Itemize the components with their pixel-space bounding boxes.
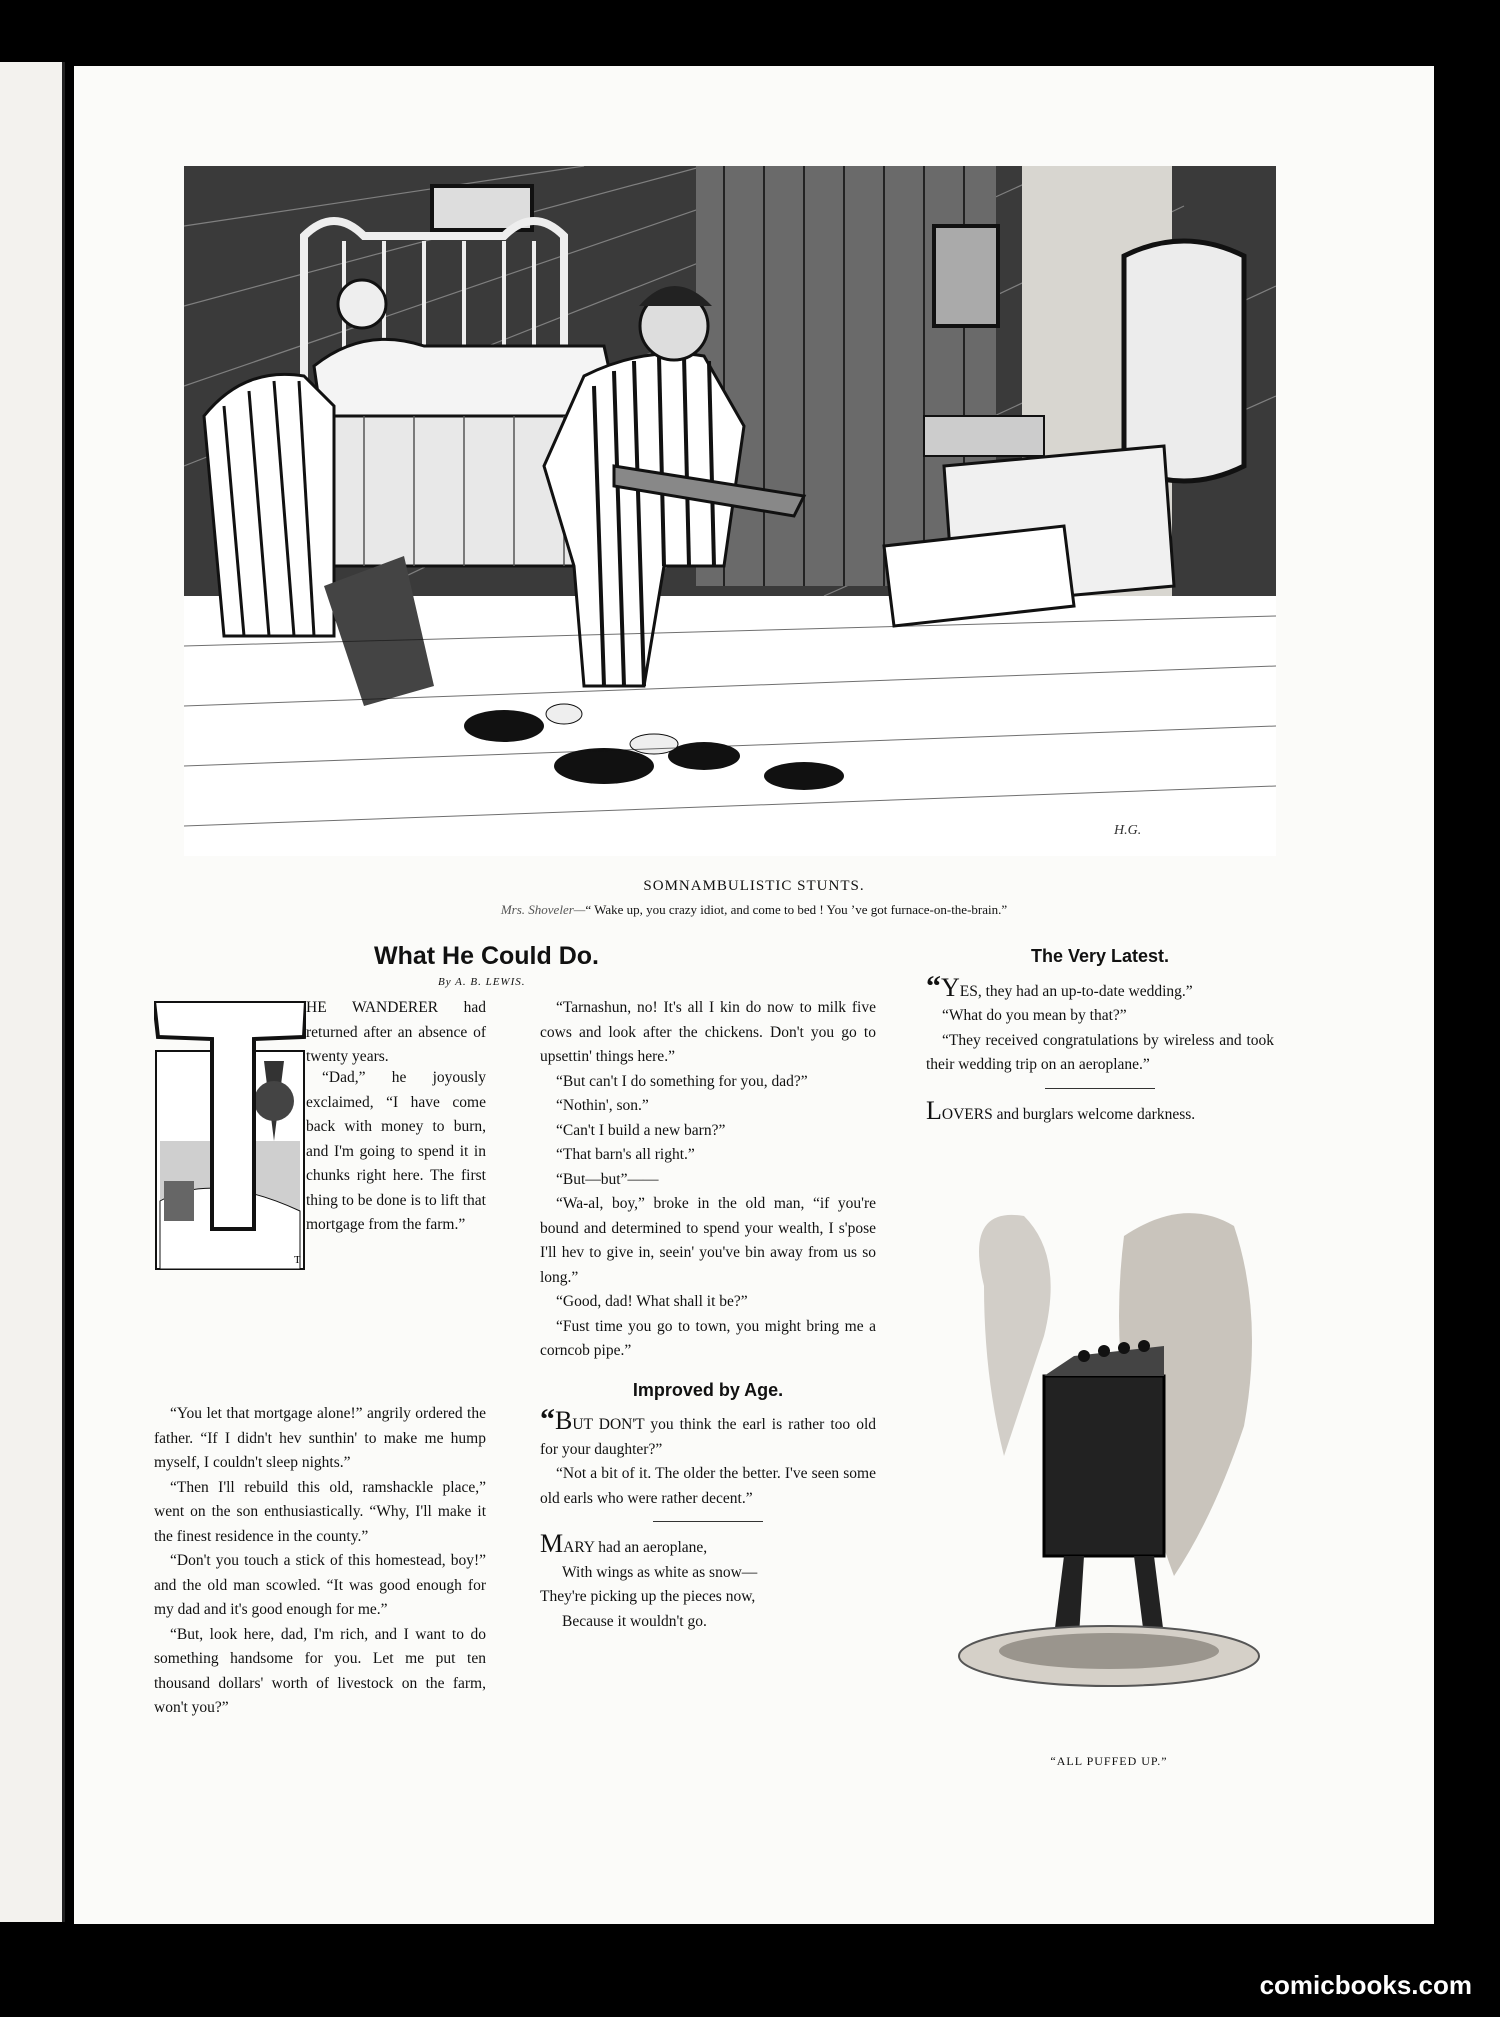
latest-paragraph: “They received congratulations by wireless and took their wedding trip on an aeroplane.” — [926, 1031, 1274, 1073]
caption-quote: “ Wake up, you crazy idiot, and come to bed ! You ’ve got furnace-on-the-brain.” — [585, 902, 1008, 917]
story-col1-wrap — [306, 996, 486, 1070]
quote-mark: “ — [926, 969, 941, 1003]
quote-mark: “ — [540, 1403, 555, 1436]
divider — [1045, 1088, 1155, 1089]
divider — [653, 1521, 763, 1522]
drop-cap-letter: T — [294, 1254, 301, 1266]
latest-col — [926, 944, 1274, 1127]
illustration-caption-title: SOMNAMBULISTIC STUNTS. — [643, 878, 865, 894]
latest-paragraph: “What do you mean by that?” — [942, 1007, 1127, 1024]
puffed-up-caption: “ALL PUFFED UP.” — [1050, 1754, 1168, 1768]
story-paragraph: “Don't you touch a stick of this homestead, boy!” and the old man scowled. “It was good enough for my dad and it's good enough for me.” — [154, 1552, 486, 1618]
story-paragraph: “That barn's all right.” — [556, 1146, 695, 1163]
story-paragraph: “You let that mortgage alone!” angrily ordered the father. “If I didn't hev sunthin' to make me hump myself, I couldn't sleep nights.” — [154, 1405, 486, 1471]
story-paragraph: “Nothin', son.” — [556, 1097, 649, 1114]
story-col1 — [154, 1402, 486, 1721]
story-paragraph: “Wa-al, boy,” broke in the old man, “if you're bound and determined to spend your wealth, I s'pose I'll hev to give in, seein' you've bin away from us so long.” — [540, 1195, 876, 1286]
artist-signature: H.G. — [1114, 823, 1142, 838]
improved-paragraph: “Not a bit of it. The older the better. I've seen some old earls who were rather decent.” — [540, 1465, 876, 1507]
bedroom-illustration — [184, 166, 1276, 856]
story-paragraph: “Fust time you go to town, you might bring me a corncob pipe.” — [540, 1317, 876, 1359]
story-paragraph: “Can't I build a new barn?” — [556, 1121, 726, 1139]
story-paragraph: “Good, dad! What shall it be?” — [556, 1293, 748, 1310]
story-col2 — [540, 996, 876, 1634]
poem-line: MARY had an aeroplane, — [540, 1529, 708, 1558]
drop-cap-illustration — [154, 1001, 306, 1273]
latest-paragraph: “YES, they had an up-to-date wedding.” — [926, 969, 1193, 1003]
story-paragraph: “Tarnashun, no! It's all I kin do now to milk five cows and look after the chickens. Don't you go to upsettin' things here.” — [540, 999, 876, 1065]
lead-letter: Y — [941, 972, 960, 1002]
improved-paragraph: “BUT DON'T you think the earl is rather too old for your daughter?” — [540, 1403, 876, 1458]
story-col1-wrap-2 — [306, 1066, 486, 1238]
lead-letter: L — [926, 1095, 942, 1125]
puffed-up-illustration — [944, 1196, 1274, 1736]
story-paragraph: “Dad,” he joyously exclaimed, “I have come back with money to burn, and I'm going to spend it in chunks right here. The first thing to be done is to lift that mortgage from the farm.” — [306, 1069, 486, 1233]
story-paragraph: HE WANDERER had returned after an absence of twenty years. — [306, 999, 486, 1065]
latest-title: The Very Latest. — [1030, 946, 1170, 966]
story-paragraph: “But—but”—— — [556, 1170, 659, 1188]
site-watermark: comicbooks.com — [1259, 1970, 1472, 2000]
story-paragraph: “But can't I do something for you, dad?” — [556, 1072, 808, 1090]
story-paragraph: “Then I'll rebuild this old, ramshackle place,” went on the son enthusiastically. “Why, I'll make it the finest residence in the county.” — [154, 1478, 486, 1545]
lead-letter: B — [555, 1406, 573, 1435]
caption-speaker: Mrs. Shoveler— — [500, 902, 586, 917]
facing-page-edge — [0, 62, 65, 1922]
lovers-paragraph: LOVERS and burglars welcome darkness. — [926, 1095, 1196, 1125]
poem-line: They're picking up the pieces now, — [540, 1588, 756, 1605]
improved-title: Improved by Age. — [632, 1379, 784, 1400]
story-paragraph: “But, look here, dad, I'm rich, and I want to do something handsome for you. Let me put ten thousand dollars' worth of livestock on the farm, won't you?” — [154, 1625, 486, 1716]
magazine-page — [74, 66, 1434, 1924]
story-byline: By A. B. LEWIS. — [438, 976, 526, 988]
poem-line: Because it wouldn't go. — [562, 1612, 707, 1630]
story-title: What He Could Do. — [374, 942, 599, 970]
poem-line: With wings as white as snow— — [562, 1563, 758, 1581]
lead-letter: M — [540, 1529, 564, 1558]
illustration-caption — [74, 902, 1434, 918]
